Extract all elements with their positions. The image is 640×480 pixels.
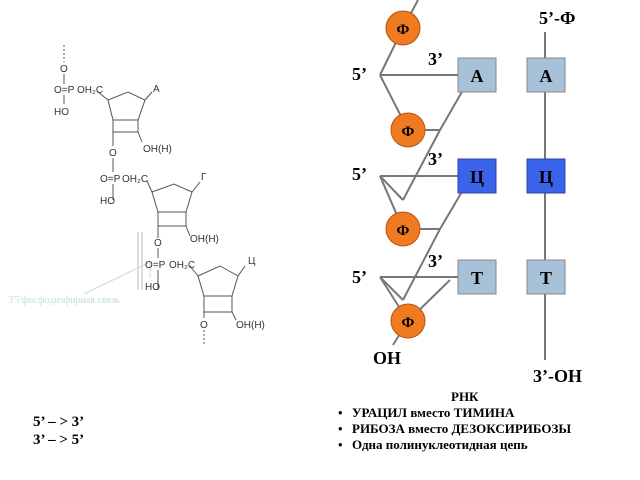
phosphate-label-3: O=P	[145, 260, 166, 271]
svg-text:Ф: Ф	[396, 22, 410, 38]
base-box-right-t	[527, 260, 565, 294]
rnk-title: РНК	[451, 389, 479, 404]
bond-pointer-line	[84, 262, 150, 294]
phosphate-label-1: O=P	[54, 85, 75, 96]
phosphate-group-2	[391, 113, 425, 147]
svg-text:А: А	[539, 66, 553, 86]
svg-text:Ц: Ц	[469, 167, 485, 187]
phosphate-group-1	[386, 11, 420, 45]
base-box-right-a	[527, 58, 565, 92]
three-prime-label-3: 3’	[428, 251, 443, 271]
svg-text:Т: Т	[539, 268, 553, 288]
right-top-label: 5’-Ф	[539, 8, 576, 28]
svg-text:Ф: Ф	[401, 124, 415, 140]
svg-text:Т: Т	[470, 268, 484, 288]
five-prime-label-1: 5’	[352, 64, 367, 84]
five-prime-label-3: 5’	[352, 267, 367, 287]
oh-h-label-3: OH(H)	[236, 320, 265, 331]
base-label-g: Г	[201, 172, 207, 183]
svg-text:Ф: Ф	[396, 223, 410, 239]
oh-end-label: OH	[373, 348, 402, 368]
och2-label-2: OH₂C	[122, 174, 149, 185]
direction-label-1: 5’ – > 3’	[33, 414, 85, 430]
three-prime-label-2: 3’	[428, 149, 443, 169]
phosphodiester-bond-label: 3'5'фосфодиэфирная связь	[8, 295, 120, 306]
oxygen-link-label-2: O	[154, 238, 162, 249]
rnk-item-single-chain: • Одна полинуклеотидная цепь	[338, 437, 571, 453]
rnk-item-uracil: • УРАЦИЛ вместо ТИМИНА	[338, 405, 571, 421]
base-label-a: A	[153, 84, 160, 95]
rnk-item-ribose: • РИБОЗА вместо ДЕЗОКСИРИБОЗЫ	[338, 421, 571, 437]
ho-label-2: HO	[100, 196, 115, 207]
phosphate-group-3	[386, 212, 420, 246]
three-prime-label-1: 3’	[428, 49, 443, 69]
right-bottom-label: 3’-OH	[533, 366, 582, 386]
oxygen-link-label-1: O	[109, 148, 117, 159]
phosphate-group-4	[391, 304, 425, 338]
base-label-c: Ц	[248, 256, 256, 267]
phosphate-label-2: O=P	[100, 174, 121, 185]
svg-text:А: А	[470, 66, 484, 86]
base-box-left-t	[458, 260, 496, 294]
svg-text:Ф: Ф	[401, 315, 415, 331]
five-prime-label-2: 5’	[352, 164, 367, 184]
base-box-left-c	[458, 159, 496, 193]
oxygen-bottom-label: O	[200, 320, 208, 331]
och2-label-1: OH₂C	[77, 85, 104, 96]
rnk-bullet-list	[338, 405, 571, 453]
base-box-left-a	[458, 58, 496, 92]
oh-h-label-2: OH(H)	[190, 234, 219, 245]
ho-label-3: HO	[145, 282, 160, 293]
och2-label-3: OH₂C	[169, 260, 196, 271]
svg-text:Ц: Ц	[538, 167, 554, 187]
oxygen-top-label: O	[60, 64, 68, 75]
base-box-right-c	[527, 159, 565, 193]
oh-h-label-1: OH(H)	[143, 144, 172, 155]
direction-label-2: 3’ – > 5’	[33, 432, 85, 448]
ho-label-1: HO	[54, 107, 69, 118]
